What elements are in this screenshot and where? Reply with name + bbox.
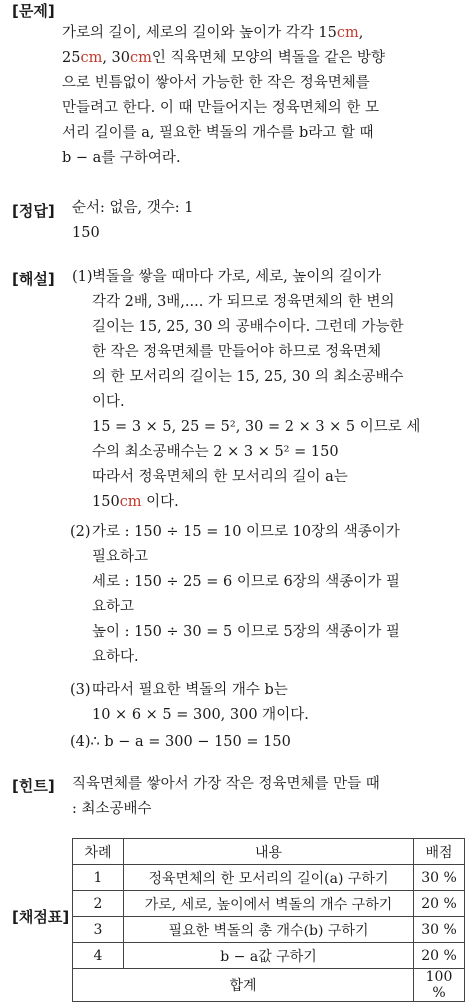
scoring-header-row bbox=[73, 839, 465, 865]
row-order: 2 bbox=[73, 891, 124, 917]
table-row bbox=[73, 943, 465, 969]
table-row bbox=[73, 865, 465, 891]
solution-line: 요하고 bbox=[92, 599, 135, 615]
problem-text bbox=[62, 21, 385, 171]
problem-line: 서리 길이를 a, 필요한 벽돌의 개수를 b라고 할 때 bbox=[62, 125, 374, 141]
hint-line: 직육면체를 쌓아서 가장 작은 정육면체를 만들 때 bbox=[72, 776, 380, 792]
solution-step-1 bbox=[92, 265, 420, 515]
step-number: (2) bbox=[70, 524, 91, 540]
row-content: 정육면체의 한 모서리의 길이(a) 구하기 bbox=[124, 865, 414, 891]
row-order: 1 bbox=[73, 865, 124, 891]
problem-label: [문제] bbox=[12, 2, 55, 20]
solution-line: 가로 : 150 ÷ 15 = 10 이므로 10장의 색종이가 bbox=[92, 524, 400, 540]
solution-step-4: (4)∴ b − a = 300 − 150 = 150 bbox=[70, 734, 291, 750]
solution-line: 수의 최소공배수는 2 × 3 × 5² = 150 bbox=[92, 444, 339, 460]
solution-line: 의 한 모서리의 길이는 15, 25, 30 의 최소공배수 bbox=[92, 369, 404, 385]
problem-line: 가로의 길이, 세로의 길이와 높이가 각각 15cm, bbox=[62, 25, 364, 41]
header-content: 내용 bbox=[124, 839, 414, 865]
solution-line: 150cm 이다. bbox=[92, 494, 179, 510]
solution-line: 요하다. bbox=[92, 649, 139, 665]
problem-line: 만들려고 한다. 이 때 만들어지는 정육면체의 한 모 bbox=[62, 100, 380, 116]
step-number: (1) bbox=[72, 269, 93, 285]
hint-label: [힌트] bbox=[12, 777, 55, 795]
row-content: b − a값 구하기 bbox=[124, 943, 414, 969]
solution-line: 길이는 15, 25, 30 의 공배수이다. 그런데 가능한 bbox=[92, 319, 404, 335]
answer-text bbox=[72, 196, 193, 246]
problem-line: b − a를 구하여라. bbox=[62, 150, 181, 166]
solution-line: 높이 : 150 ÷ 30 = 5 이므로 5장의 색종이가 필 bbox=[92, 624, 400, 640]
hint-text bbox=[72, 772, 380, 822]
solution-line: 15 = 3 × 5, 25 = 5², 30 = 2 × 3 × 5 이므로 세 bbox=[92, 419, 421, 435]
solution-line: 따라서 필요한 벽돌의 개수 b는 bbox=[92, 682, 288, 698]
row-score: 30 % bbox=[414, 917, 465, 943]
solution-step-3 bbox=[92, 678, 309, 728]
row-score: 30 % bbox=[414, 865, 465, 891]
step-number: (3) bbox=[70, 682, 91, 698]
solution-line: 필요하고 bbox=[92, 549, 149, 565]
row-content: 가로, 세로, 높이에서 벽돌의 개수 구하기 bbox=[124, 891, 414, 917]
answer-value: 150 bbox=[72, 225, 100, 241]
solution-line: 세로 : 150 ÷ 25 = 6 이므로 6장의 색종이가 필 bbox=[92, 574, 400, 590]
row-order: 4 bbox=[73, 943, 124, 969]
hint-line: : 최소공배수 bbox=[72, 801, 152, 817]
table-row bbox=[73, 891, 465, 917]
solution-line: 한 작은 정육면체를 만들어야 하므로 정육면체 bbox=[92, 344, 382, 360]
header-score: 배점 bbox=[414, 839, 465, 865]
scoring-total-row bbox=[73, 969, 465, 1002]
row-score: 20 % bbox=[414, 891, 465, 917]
solution-line: 각각 2배, 3배,.... 가 되므로 정육면체의 한 변의 bbox=[92, 294, 395, 310]
total-value: 100 % bbox=[414, 969, 465, 1002]
solution-step-2 bbox=[92, 520, 400, 670]
scoring-label: [채점표] bbox=[12, 908, 70, 926]
answer-label: [정답] bbox=[12, 202, 55, 220]
table-row bbox=[73, 917, 465, 943]
solution-line: 벽돌을 쌓을 때마다 가로, 세로, 높이의 길이가 bbox=[92, 269, 381, 285]
solution-line: 이다. bbox=[92, 394, 125, 410]
solution-label: [해설] bbox=[12, 270, 55, 288]
problem-line: 으로 빈틈없이 쌓아서 가능한 한 작은 정육면체를 bbox=[62, 75, 370, 91]
row-order: 3 bbox=[73, 917, 124, 943]
problem-line: 25cm, 30cm인 직육면체 모양의 벽돌을 같은 방향 bbox=[62, 50, 386, 66]
scoring-table bbox=[72, 838, 465, 1002]
solution-line: 10 × 6 × 5 = 300, 300 개이다. bbox=[92, 707, 309, 723]
row-score: 20 % bbox=[414, 943, 465, 969]
answer-line: 순서: 없음, 갯수: 1 bbox=[72, 200, 194, 216]
total-label: 합계 bbox=[73, 969, 414, 1002]
row-content: 필요한 벽돌의 총 개수(b) 구하기 bbox=[124, 917, 414, 943]
header-order: 차례 bbox=[73, 839, 124, 865]
solution-line: 따라서 정육면체의 한 모서리의 길이 a는 bbox=[92, 469, 348, 485]
